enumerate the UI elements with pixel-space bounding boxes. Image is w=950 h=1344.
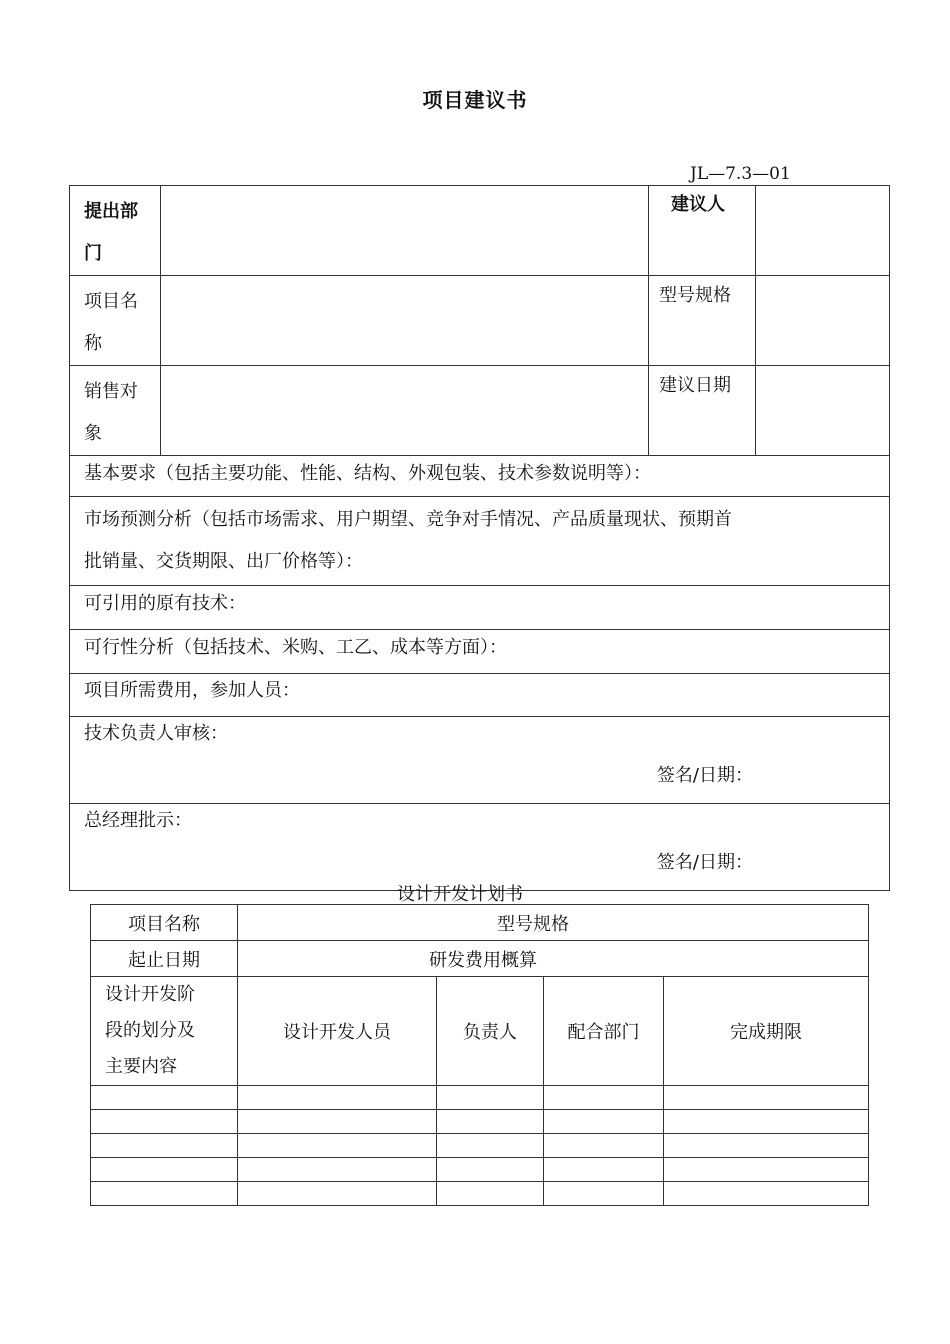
department-label-line2: 门 bbox=[84, 243, 102, 264]
document-number: JL—7.3—01 bbox=[690, 164, 791, 184]
plan-table-body bbox=[91, 1086, 869, 1206]
proposer-field[interactable] bbox=[756, 186, 890, 276]
table-cell[interactable] bbox=[437, 1110, 544, 1134]
plan-period-label: 起止日期 bbox=[91, 941, 238, 977]
cost-personnel-field[interactable] bbox=[70, 674, 890, 717]
table-cell[interactable] bbox=[437, 1182, 544, 1206]
proposal-date-field[interactable] bbox=[756, 366, 890, 456]
table-cell[interactable] bbox=[238, 1134, 437, 1158]
sales-target-field[interactable] bbox=[161, 366, 649, 456]
table-cell[interactable] bbox=[238, 1158, 437, 1182]
model-spec-label: 型号规格 bbox=[649, 276, 756, 366]
plan-header-owner: 负责人 bbox=[437, 977, 544, 1086]
plan-budget-cell[interactable] bbox=[238, 941, 869, 977]
table-cell[interactable] bbox=[437, 1158, 544, 1182]
plan-stage-line3: 主要内容 bbox=[105, 1056, 177, 1077]
table-cell[interactable] bbox=[91, 1182, 238, 1206]
project-name-label bbox=[70, 276, 161, 366]
market-forecast-field[interactable] bbox=[70, 497, 890, 586]
table-cell[interactable] bbox=[664, 1134, 869, 1158]
cost-personnel-label: 项目所需费用，参加人员： bbox=[84, 680, 300, 701]
table-cell[interactable] bbox=[664, 1110, 869, 1134]
plan-header-deadline: 完成期限 bbox=[664, 977, 869, 1086]
table-cell[interactable] bbox=[664, 1158, 869, 1182]
gm-approval-field[interactable] bbox=[70, 804, 890, 891]
table-cell[interactable] bbox=[437, 1134, 544, 1158]
sales-target-label bbox=[70, 366, 161, 456]
department-label-line1: 提出部 bbox=[84, 201, 138, 222]
table-cell[interactable] bbox=[238, 1182, 437, 1206]
plan-table bbox=[90, 904, 869, 1206]
sales-target-label-line1: 销售对 bbox=[84, 381, 138, 402]
proposer-label: 建议人 bbox=[649, 186, 756, 276]
existing-tech-field[interactable] bbox=[70, 586, 890, 630]
table-cell[interactable] bbox=[544, 1182, 664, 1206]
feasibility-field[interactable] bbox=[70, 630, 890, 674]
market-forecast-label-line1: 市场预测分析（包括市场需求、用户期望、竞争对手情况、产品质量现状、预期首 bbox=[84, 509, 732, 530]
model-spec-field[interactable] bbox=[756, 276, 890, 366]
plan-stage-line2: 段的划分及 bbox=[105, 1020, 195, 1041]
plan-project-name-label: 项目名称 bbox=[91, 905, 238, 941]
project-name-field[interactable] bbox=[161, 276, 649, 366]
basic-requirements-field[interactable] bbox=[70, 456, 890, 497]
table-row bbox=[91, 1110, 869, 1134]
table-cell[interactable] bbox=[544, 1086, 664, 1110]
plan-header-developers: 设计开发人员 bbox=[238, 977, 437, 1086]
tech-review-label: 技术负责人审核： bbox=[84, 723, 228, 744]
proposal-date-label: 建议日期 bbox=[649, 366, 756, 456]
plan-stage-line1: 设计开发阶 bbox=[105, 984, 195, 1005]
existing-tech-label: 可引用的原有技术： bbox=[84, 593, 246, 614]
gm-approval-signature: 签名/日期： bbox=[656, 852, 753, 873]
plan-budget-label: 研发费用概算 bbox=[429, 949, 537, 971]
table-cell[interactable] bbox=[664, 1086, 869, 1110]
department-field[interactable] bbox=[161, 186, 649, 276]
plan-model-spec-cell[interactable] bbox=[238, 905, 869, 941]
plan-stage-label bbox=[91, 977, 238, 1086]
table-row bbox=[91, 1086, 869, 1110]
table-cell[interactable] bbox=[544, 1134, 664, 1158]
tech-review-field[interactable] bbox=[70, 717, 890, 804]
table-cell[interactable] bbox=[91, 1134, 238, 1158]
proposal-table bbox=[69, 185, 890, 891]
table-cell[interactable] bbox=[91, 1110, 238, 1134]
table-cell[interactable] bbox=[544, 1158, 664, 1182]
table-cell[interactable] bbox=[91, 1158, 238, 1182]
feasibility-label: 可行性分析（包括技术、米购、工乙、成本等方面）： bbox=[84, 637, 507, 658]
table-cell[interactable] bbox=[238, 1086, 437, 1110]
project-name-label-line1: 项目名 bbox=[84, 291, 138, 312]
table-row bbox=[91, 1182, 869, 1206]
table-cell[interactable] bbox=[238, 1110, 437, 1134]
table-cell[interactable] bbox=[664, 1182, 869, 1206]
sales-target-label-line2: 象 bbox=[84, 423, 102, 444]
market-forecast-label-line2: 批销量、交货期限、出厂价格等）： bbox=[84, 551, 363, 572]
table-cell[interactable] bbox=[91, 1086, 238, 1110]
department-label bbox=[70, 186, 161, 276]
table-cell[interactable] bbox=[544, 1110, 664, 1134]
gm-approval-label: 总经理批示： bbox=[84, 810, 192, 831]
table-cell[interactable] bbox=[437, 1086, 544, 1110]
table-row bbox=[91, 1158, 869, 1182]
plan-model-spec-label: 型号规格 bbox=[497, 913, 569, 935]
plan-title: 设计开发计划书 bbox=[397, 884, 523, 905]
plan-header-partner-dept: 配合部门 bbox=[544, 977, 664, 1086]
document-title: 项目建议书 bbox=[422, 88, 528, 112]
basic-requirements-label: 基本要求（包括主要功能、性能、结构、外观包装、技术参数说明等）： bbox=[84, 463, 651, 484]
table-row bbox=[91, 1134, 869, 1158]
project-name-label-line2: 称 bbox=[84, 333, 102, 354]
tech-review-signature: 签名/日期： bbox=[656, 765, 753, 786]
